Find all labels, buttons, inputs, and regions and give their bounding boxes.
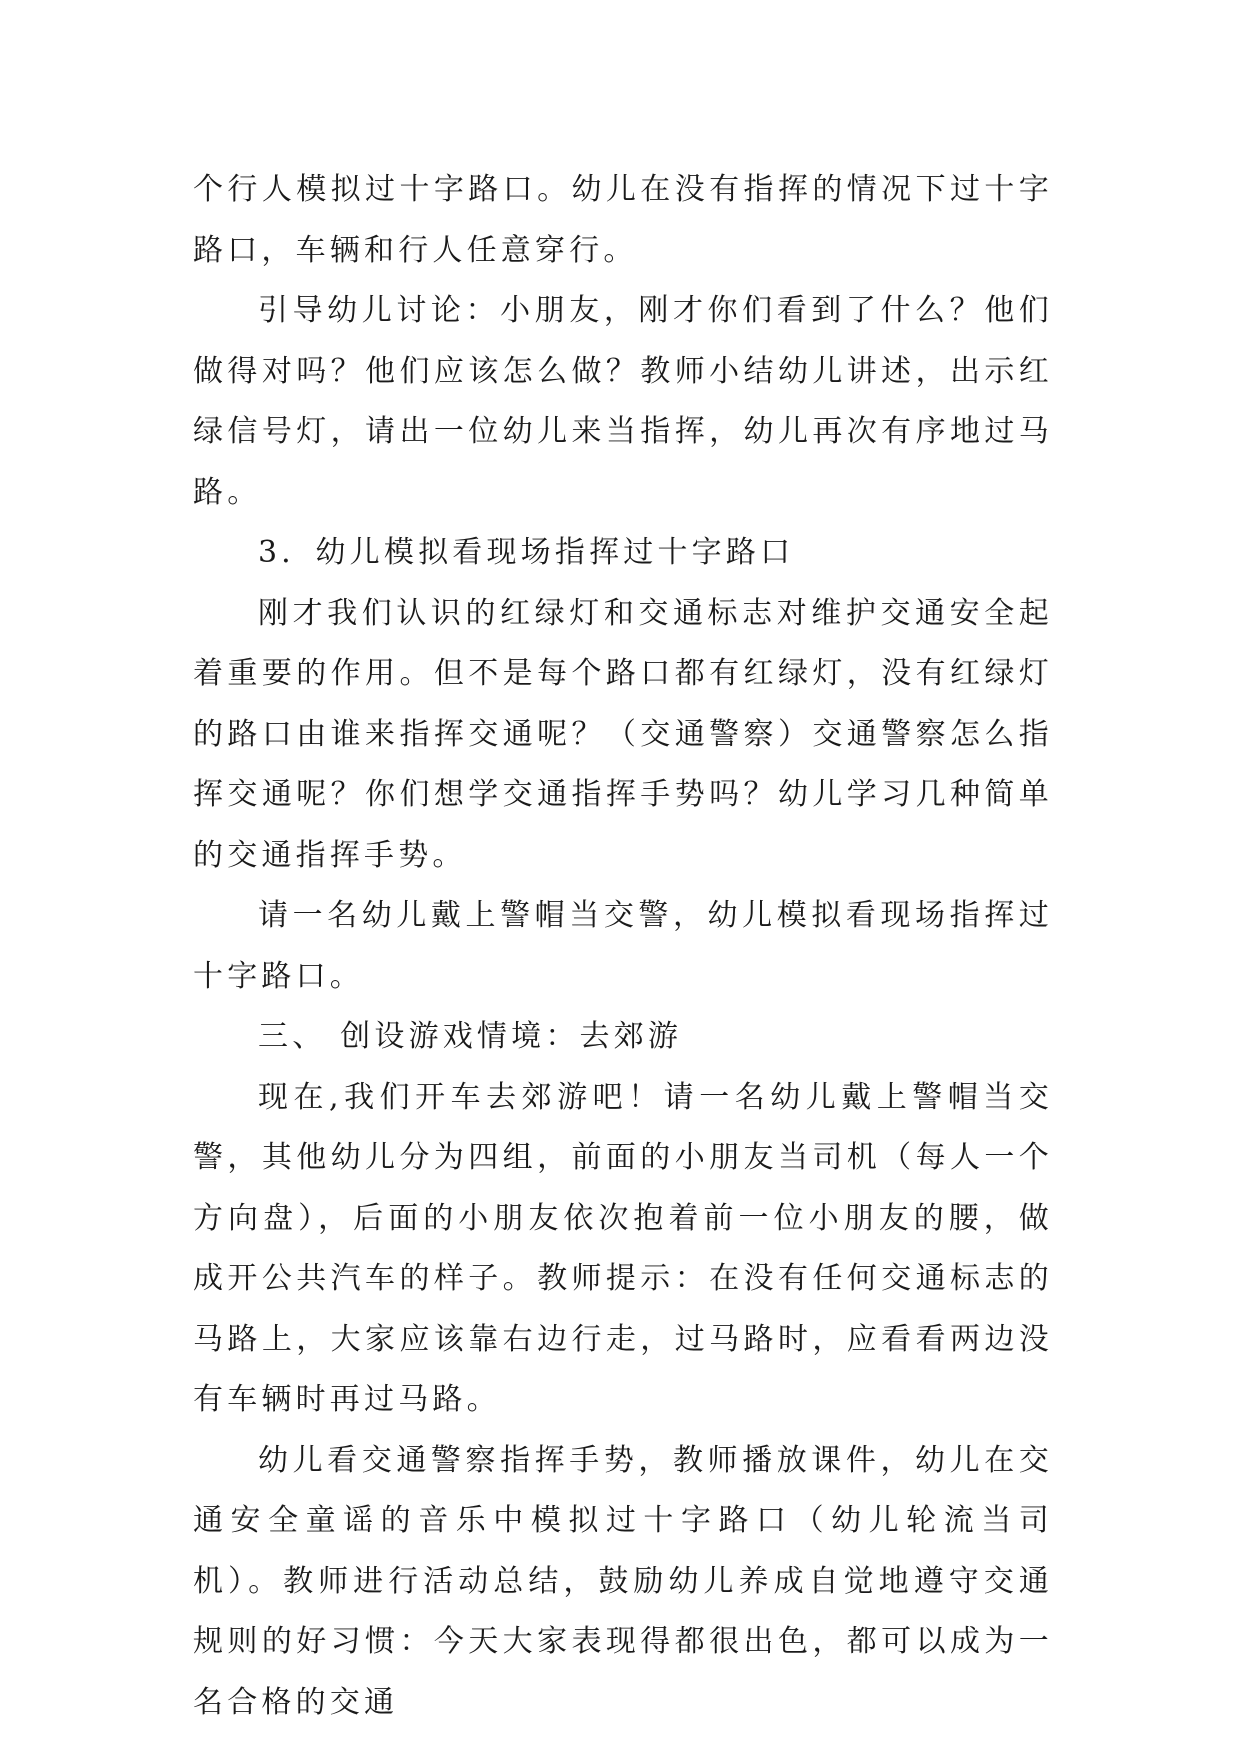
section-heading-three: 三、 创设游戏情境：去郊游 — [258, 1019, 683, 1054]
paragraph-police-cap: 请一名幼儿戴上警帽当交警，幼儿模拟看现场指挥过十字路口。 — [193, 898, 1053, 994]
paragraph-summary: 幼儿看交通警察指挥手势，教师播放课件，幼儿在交通安全童谣的音乐中模拟过十字路口（幼儿轮流当司机）。教师进行活动总结，鼓励幼儿养成自觉地遵守交通规则的好习惯：今天大家表现得都很出色，都可以成为一名合格的交通 — [193, 1442, 1053, 1720]
paragraph-discussion: 引导幼儿讨论：小朋友，刚才你们看到了什么？他们做得对吗？他们应该怎么做？教师小结幼儿讲述，出示红绿信号灯，请出一位幼儿来当指挥，幼儿再次有序地过马路。 — [193, 293, 1053, 510]
document-body — [193, 160, 1053, 1733]
paragraph-continuation: 个行人模拟过十字路口。幼儿在没有指挥的情况下过十字路口，车辆和行人任意穿行。 — [193, 172, 1053, 268]
paragraph-outing-game: 现在,我们开车去郊游吧！请一名幼儿戴上警帽当交警，其他幼儿分为四组，前面的小朋友当司机（每人一个方向盘），后面的小朋友依次抱着前一位小朋友的腰，做成开公共汽车的样子。教师提示：在没有任何交通标志的马路上，大家应该靠右边行走，过马路时，应看看两边没有车辆时再过马路。 — [193, 1079, 1053, 1417]
paragraph-traffic-police: 刚才我们认识的红绿灯和交通标志对维护交通安全起着重要的作用。但不是每个路口都有红绿灯，没有红绿灯的路口由谁来指挥交通呢？（交通警察）交通警察怎么指挥交通呢？你们想学交通指挥手势吗？幼儿学习几种简单的交通指挥手势。 — [193, 595, 1053, 873]
section-heading-3: 3．幼儿模拟看现场指挥过十字路口 — [258, 535, 795, 570]
